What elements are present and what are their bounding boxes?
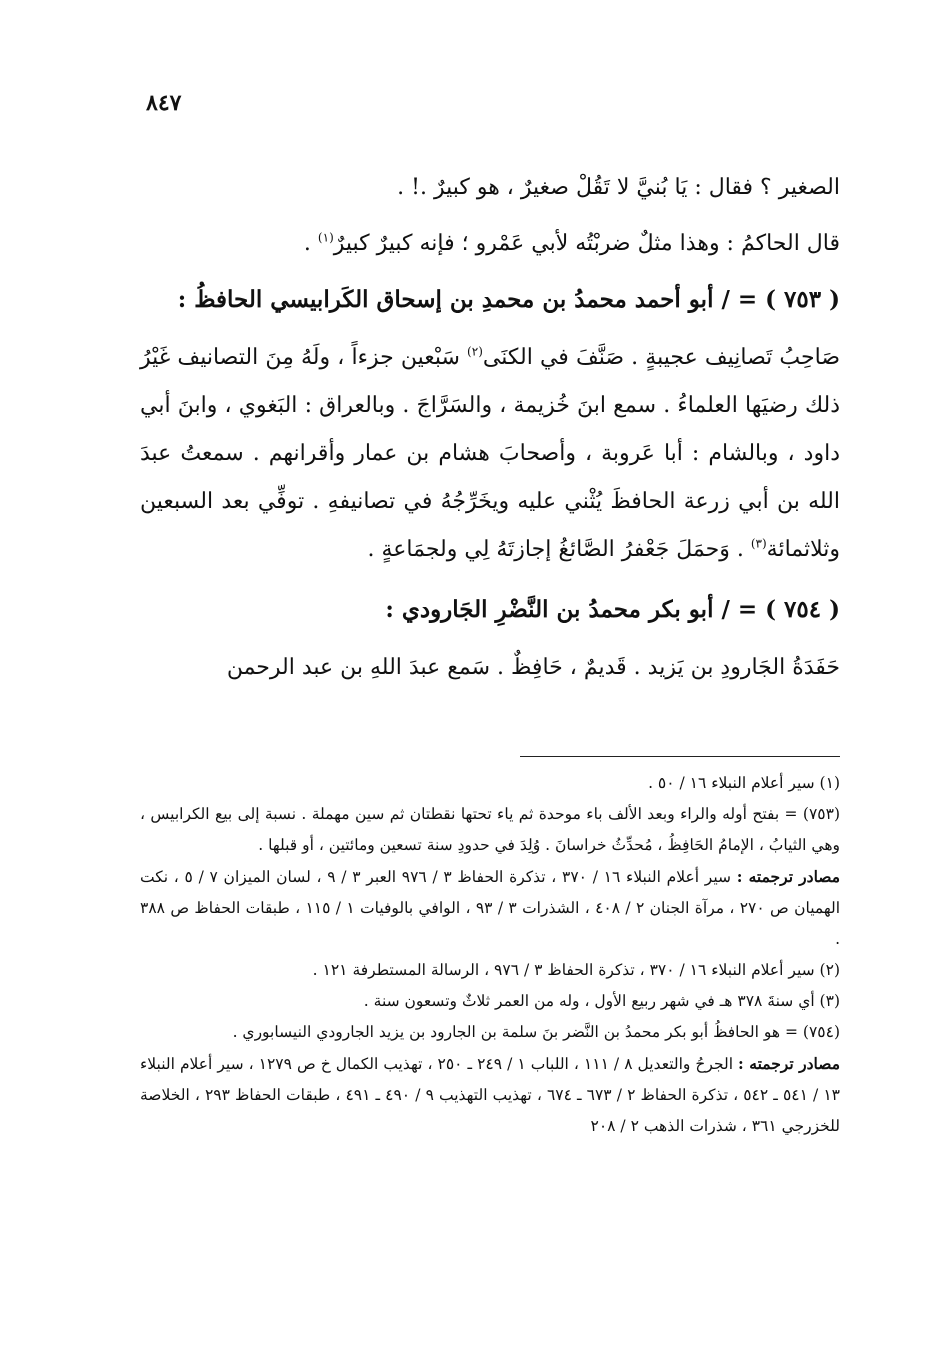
footnote-754-sources-label: مصادر ترجمته :: [738, 1054, 841, 1073]
page-number: ٨٤٧: [146, 90, 182, 116]
footnote-754-sources-text: الجرحُ والتعديل ٨ / ١١١ ، اللباب ١ / ٢٤٩ ـ ٢٥٠ ، تهذيب الكمال خ ص ١٢٧٩ ، سير أعلام النبلاء ١٣ / ٥٤١ ـ ٥٤٢ ، تذكرة الحفاظ ٢ / ٦٧٣ ـ ٦٧٤ ، تهذيب التهذيب ٩ / ٤٩٠ ـ ٤٩١ ، طبقات الحفاظ ٢٩٣ ، الخلاصة للخزرجي ٣٦١ ، شذرات الذهب ٢ / ٢٠٨: [140, 1055, 840, 1135]
entry-heading-753: ( ٧٥٣ ) = / أبو أحمد محمدُ بن محمدِ بن إسحاق الكَرابيسي الحافظُ :: [177, 286, 840, 313]
entry-body-753-c: . وَحمَلَ جَعْفرُ الصَّائغُ إجازتَهُ لِي ولجمَاعةٍ .: [367, 537, 751, 562]
footnote-753-sources: [140, 861, 840, 955]
footnote-ref-3: (٣): [750, 536, 767, 551]
footnote-754-sources: [140, 1048, 840, 1142]
entry-body-753: [140, 334, 840, 574]
footnote-divider: [520, 756, 840, 757]
text-line-2-end: .: [303, 231, 318, 256]
footnote-ref-2: (٢): [467, 344, 483, 359]
entry-body-753-a: صَاحِبُ تَصانِيف عجيبةٍ . صَنَّفَ في الكنَى: [482, 345, 841, 370]
footnote-ref-1: (١): [317, 230, 334, 245]
entry-heading-754: ( ٧٥٤ ) = / أبو بكر محمدُ بن النَّضْرِ الجَارودي :: [385, 596, 840, 623]
text-line-2: [140, 216, 840, 272]
footnote-753-note: (٧٥٣) = بفتح أوله والراء وبعد الألف باء موحدة ثم ياء تحتها نقطتان ثم سين مهملة . نسبة إلى بيع الكرابيس ، وهي الثيابُ ، الإمامُ الحَافِظُ ، مُحدِّثُ خراسانَ . وُلِدَ في حدودِ سنة تسعين ومائتين ، أو قبلها .: [140, 805, 840, 854]
text-line-1: الصغير ؟ فقال : يَا بُنيَّ لا تَقُلْ صغيرٌ ، هو كبيرٌ .! .: [397, 175, 840, 200]
footnotes: [140, 768, 840, 1142]
footnote-753-sources-text: سير أعلام النبلاء ١٦ / ٣٧٠ ، تذكرة الحفاظ ٣ / ٩٧٦ العبر ٣ / ٩ ، لسان الميزان ٧ / ٥ ، نكت الهميان ص ٢٧٠ ، مرآة الجنان ٢ / ٤٠٨ ، الشذرات ٣ / ٩٣ ، الوافي بالوفيات ١ / ١١٥ ، طبقات الحفاظ ص ٣٨٨ .: [140, 868, 841, 948]
entry-body-753-b: سَبْعين جزءاً ، ولَهُ مِنَ التصانيف غَيْرُ ذلك رضيَها العلماءُ . سمع ابنَ خُزيمة ، والسَرَّاجَ . وبالعراق : البَغوي ، وابنَ أبي داود ، وبالشام : أبا عَروبة ، وأصحابَ هشام بن عمار وأقرانهم . سمعتُ عبدَ الله بن أبي زرعة الحافظَ يُثْني عليه ويخَرِّجُهُ في تصانيفهِ . توفِّي بعد السبعين وثلاثمائة: [140, 345, 840, 562]
footnote-3: (٣) أي سنةَ ٣٧٨ هـ في شهر ربيع الأول ، وله من العمر ثلاثٌ وتسعون سنة .: [363, 992, 840, 1010]
footnote-1: (١) سير أعلام النبلاء ١٦ / ٥٠ .: [648, 774, 840, 792]
entry-body-754: حَفَدَةُ الجَارودِ بن يَزيد . قَديمٌ ، حَافِظٌ . سَمع عبدَ اللهِ بن عبد الرحمن: [226, 655, 840, 680]
footnote-753-sources-label: مصادر ترجمته :: [736, 867, 841, 886]
footnote-754-note: (٧٥٤) = هو الحافظُ أبو بكر محمدُ بن النَّضر بنَ سلمة بن الجارود بن يزيد الجارودي النيسابوري .: [232, 1023, 840, 1041]
main-text: [140, 160, 840, 692]
text-line-2-body: قال الحاكمُ : وهذا مثلٌ ضربْتُه لأبي عَمْرو ؛ فإنه كبيرٌ كبيرٌ: [333, 231, 840, 256]
footnote-2: (٢) سير أعلام النبلاء ١٦ / ٣٧٠ ، تذكرة الحفاظ ٣ / ٩٧٦ ، الرسالة المستطرفة ١٢١ .: [312, 961, 840, 979]
